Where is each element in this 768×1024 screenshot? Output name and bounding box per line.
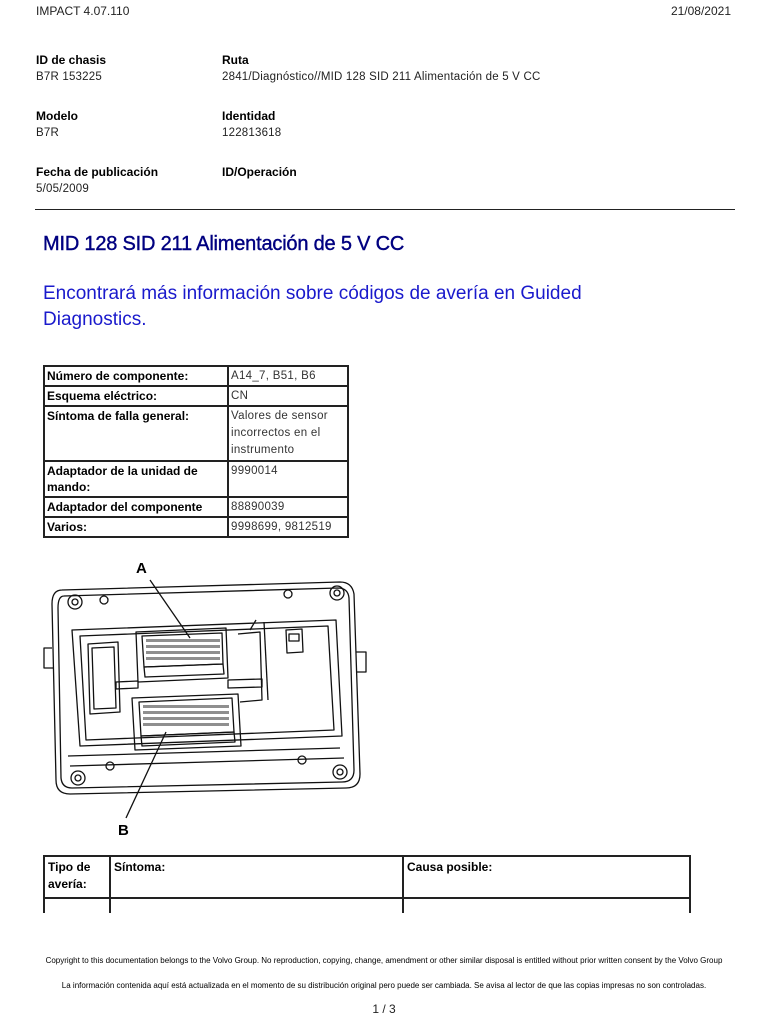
table-row: [44, 366, 348, 386]
fault-type-cell: [44, 898, 110, 913]
spec-label: Esquema eléctrico:: [44, 386, 228, 406]
table-row: [44, 517, 348, 537]
symptom-header: Síntoma:: [110, 856, 403, 898]
spec-label: Varios:: [44, 517, 228, 537]
spec-value: 88890039: [228, 497, 348, 517]
table-row: [44, 461, 348, 497]
spec-value: 9998699, 9812519: [228, 517, 348, 537]
spec-value: Valores de sensor incorrectos en el instrumento: [228, 406, 348, 461]
model-value: B7R: [36, 127, 59, 139]
operation-label: ID/Operación: [222, 165, 297, 179]
spec-value: A14_7, B51, B6: [228, 366, 348, 386]
identity-value: 122813618: [222, 127, 282, 139]
guided-diagnostics-note: Encontrará más información sobre códigos de avería en Guided Diagnostics.: [43, 283, 582, 330]
model-label: Modelo: [36, 109, 78, 123]
table-row: [44, 497, 348, 517]
spec-value: CN: [228, 386, 348, 406]
route-value: 2841/Diagnóstico//MID 128 SID 211 Alimentación de 5 V CC: [222, 71, 541, 83]
table-row: [44, 406, 348, 461]
route-label: Ruta: [222, 53, 249, 67]
identity-label: Identidad: [222, 109, 276, 123]
component-spec-table: [43, 365, 349, 538]
chassis-value: B7R 153225: [36, 71, 102, 83]
copyright-notice: Copyright to this documentation belongs to the Volvo Group. No reproduction, copying, change, amendment or other similar disposal is entitled without prior written consent by the Volvo Group: [45, 956, 723, 965]
leader-line-a: [150, 580, 190, 638]
callout-b: B: [118, 822, 129, 839]
table-header-row: [44, 856, 690, 898]
fault-table: [43, 855, 691, 913]
pubdate-label: Fecha de publicación: [36, 165, 159, 179]
table-row: [44, 898, 690, 913]
spec-label: Síntoma de falla general:: [44, 406, 228, 461]
spec-label: Adaptador del componente: [44, 497, 228, 517]
leader-line-b: [126, 732, 166, 818]
table-row: [44, 386, 348, 406]
spec-value: 9990014: [228, 461, 348, 497]
app-version: IMPACT 4.07.110: [36, 4, 130, 18]
spec-label: Adaptador de la unidad de mando:: [44, 461, 228, 497]
ecu-illustration: [40, 560, 370, 845]
header-divider: [35, 209, 735, 210]
possible-cause-cell: [403, 898, 690, 913]
pubdate-value: 5/05/2009: [36, 183, 89, 195]
spec-label: Número de componente:: [44, 366, 228, 386]
chassis-label: ID de chasis: [36, 53, 107, 67]
page-number: 1 / 3: [372, 1002, 396, 1016]
page-title: MID 128 SID 211 Alimentación de 5 V CC: [43, 233, 405, 255]
possible-cause-header: Causa posible:: [403, 856, 690, 898]
print-date: 21/08/2021: [670, 4, 731, 18]
symptom-cell: [110, 898, 403, 913]
callout-a: A: [136, 560, 147, 577]
fault-type-header: Tipo de avería:: [44, 856, 110, 898]
disclaimer-notice: La información contenida aquí está actualizada en el momento de su distribución original pero puede ser cambiada. Se avisa al lector de que las copias impresas no son controladas.: [61, 981, 707, 990]
